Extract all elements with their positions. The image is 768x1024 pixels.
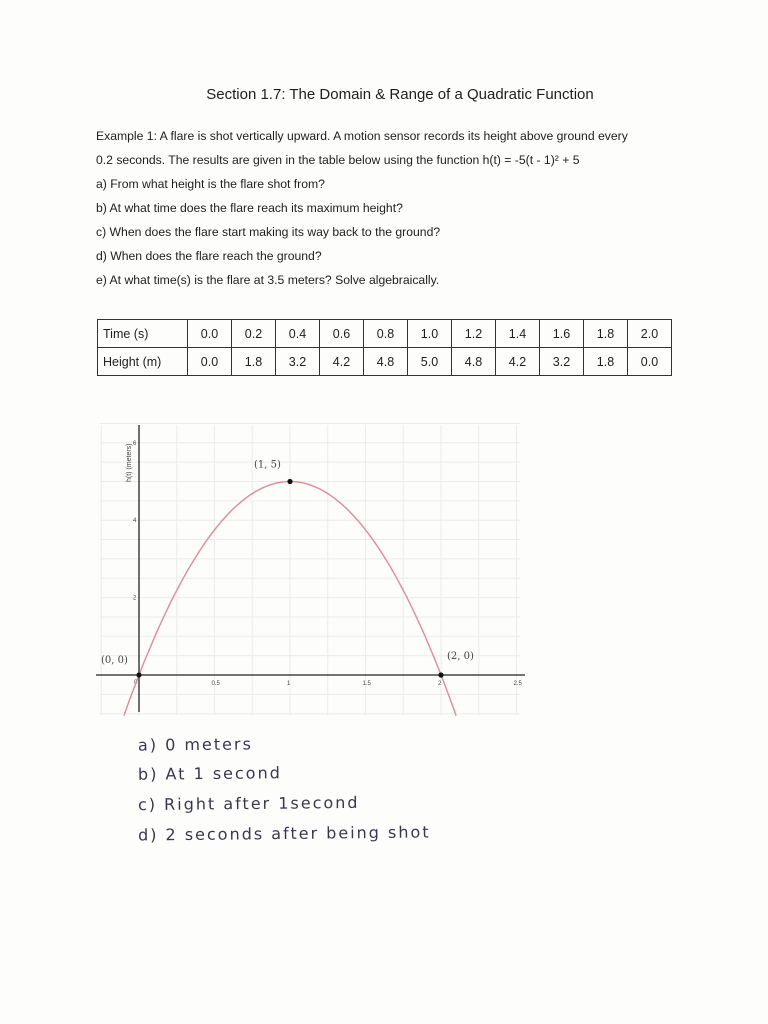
time-cell: 1.0 — [408, 320, 452, 348]
question-c: c) When does the flare start making its way back to the ground? — [96, 225, 441, 239]
answer-b: b) At 1 second — [137, 763, 282, 784]
answer-c: c) Right after 1second — [137, 792, 360, 815]
y-tick-label: 4 — [133, 518, 137, 525]
example-line-2: 0.2 seconds. The results are given in the table below using the function h(t) = -5(t - 1)² + 5 — [96, 153, 580, 167]
height-cell: 0.0 — [188, 348, 232, 376]
height-cell: 4.2 — [320, 348, 364, 376]
point-marker — [136, 672, 141, 677]
time-cell: 1.8 — [584, 320, 628, 348]
page-title: Section 1.7: The Domain & Range of a Quadratic Function — [206, 86, 594, 103]
height-cell: 5.0 — [408, 348, 452, 376]
x-tick-label: 2.5 — [513, 681, 522, 687]
height-header: Height (m) — [98, 348, 188, 376]
origin-label: 0 — [134, 680, 138, 686]
y-tick-label: 2 — [133, 595, 137, 602]
height-cell: 4.2 — [496, 348, 540, 376]
time-cell: 1.2 — [452, 320, 496, 348]
time-cell: 0.6 — [320, 320, 364, 348]
time-cell: 1.4 — [496, 320, 540, 348]
time-header: Time (s) — [98, 320, 188, 348]
question-a: a) From what height is the flare shot from? — [96, 177, 325, 191]
height-cell: 3.2 — [540, 348, 584, 376]
time-cell: 0.2 — [232, 320, 276, 348]
point-label: (0, 0) — [101, 655, 128, 666]
x-tick-label: 0.5 — [211, 681, 220, 687]
question-e: e) At what time(s) is the flare at 3.5 meters? Solve algebraically. — [96, 273, 440, 287]
x-tick-label: 1 — [287, 681, 291, 687]
point-label: (2, 0) — [447, 651, 474, 662]
answer-d: d) 2 seconds after being shot — [137, 822, 431, 845]
height-cell: 3.2 — [276, 348, 320, 376]
point-marker — [438, 672, 443, 677]
answer-a: a) 0 meters — [137, 734, 253, 755]
time-cell: 0.4 — [276, 320, 320, 348]
example-line-1: Example 1: A flare is shot vertically upward. A motion sensor records its height above ground every — [96, 129, 628, 143]
point-label: (1, 5) — [254, 459, 281, 471]
height-cell: 1.8 — [584, 348, 628, 376]
time-cell: 1.6 — [540, 320, 584, 348]
y-axis-label: h(t) (meters) — [126, 443, 133, 482]
time-cell: 0.0 — [188, 320, 232, 348]
point-marker — [287, 479, 292, 484]
y-tick-label: 6 — [133, 440, 137, 447]
time-cell: 0.8 — [364, 320, 408, 348]
x-tick-label: 2 — [438, 681, 442, 687]
x-tick-label: 1.5 — [362, 681, 371, 687]
question-d: d) When does the flare reach the ground? — [96, 249, 322, 263]
height-cell: 0.0 — [628, 348, 672, 376]
question-b: b) At what time does the flare reach its maximum height? — [96, 201, 403, 215]
time-cell: 2.0 — [628, 320, 672, 348]
height-cell: 4.8 — [364, 348, 408, 376]
height-cell: 4.8 — [452, 348, 496, 376]
height-cell: 1.8 — [232, 348, 276, 376]
